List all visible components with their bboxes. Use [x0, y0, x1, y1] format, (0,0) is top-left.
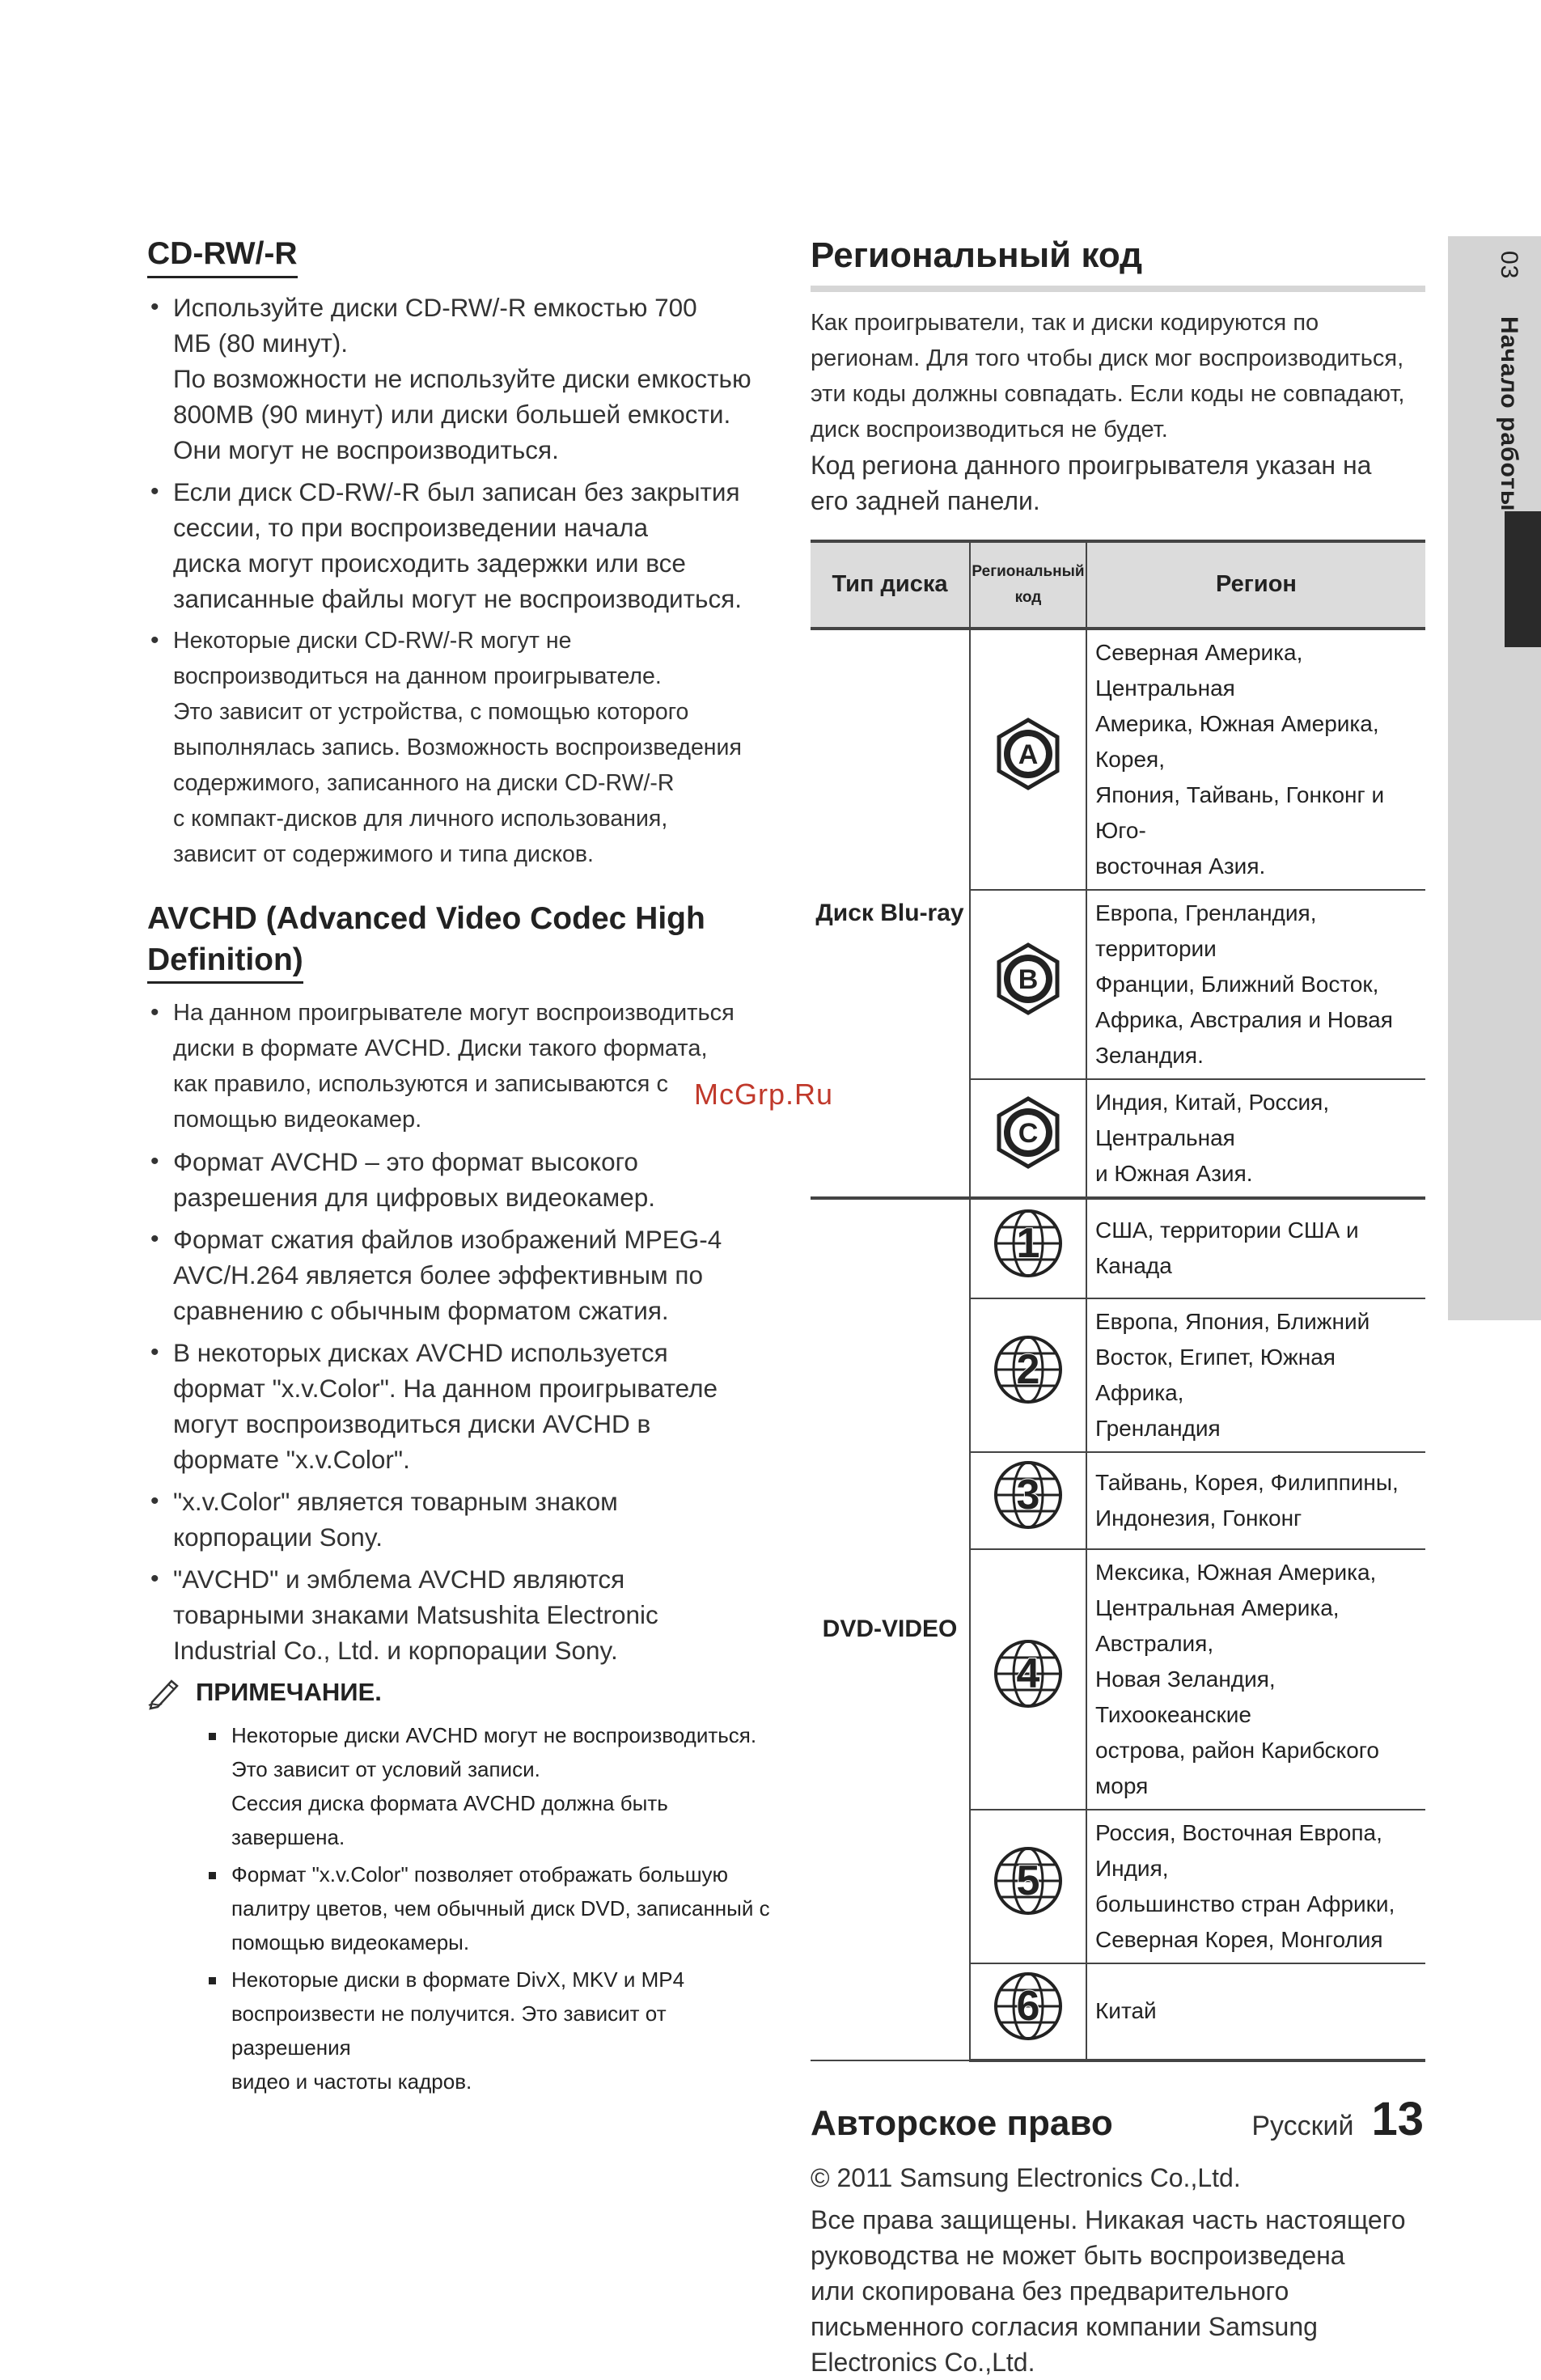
list-item: Формат "x.v.Color" позволяет отображать большую палитру цветов, чем обычный диск DVD, записанный с помощью видеокамеры. [205, 1857, 770, 1959]
region-code-table [811, 540, 1425, 2062]
region-code-cell [970, 1198, 1086, 1298]
region-code-cell [970, 629, 1086, 890]
table-header-row [811, 541, 1425, 629]
list-item: • Формат сжатия файлов изображений MPEG-4 AVC/H.264 является более эффективным по сравнению с обычным форматом сжатия. [147, 1222, 770, 1328]
cdrw-heading: CD-RW/-R [147, 235, 298, 278]
dvd-region-globe-icon [991, 1844, 1065, 1918]
chapter-title: Начало работы [1496, 315, 1522, 512]
region-cell: Северная Америка, Центральная Америка, Южная Америка, Корея, Япония, Тайвань, Гонконг и Юго- восточная Азия. [1086, 629, 1425, 890]
note-list [147, 1718, 770, 2098]
region-intro-2: Код региона данного проигрывателя указан на его задней панели. [811, 450, 1372, 515]
region-cell: Индия, Китай, Россия, Центральная и Южная Азия. [1086, 1079, 1425, 1198]
bluray-code-letter: B [1018, 964, 1039, 996]
note-title: ПРИМЕЧАНИЕ. [196, 1678, 382, 1707]
bluray-region-a-icon [991, 717, 1065, 791]
header-region-code: Региональный код [970, 541, 1086, 629]
list-item: • Некоторые диски CD-RW/-R могут не воспроизводиться на данном проигрывателе. Это зависит от устройства, с помощью которого выполнялась запись. Возможность воспроизведения содержимого, записанного на диски CD-RW/-R с компакт-дисков для личного использования, зависит от содержимого и типа дисков. [147, 623, 770, 872]
dvd-region-globe-icon [991, 1332, 1065, 1407]
region-cell: США, территории США и Канада [1086, 1198, 1425, 1298]
bluray-region-c-icon [991, 1095, 1065, 1170]
list-item: Некоторые диски в формате DivX, MKV и MP4 воспроизвести не получится. Это зависит от разрешения видео и частоты кадров. [205, 1963, 770, 2098]
dvd-region-globe-icon [991, 1458, 1065, 1532]
table-row [811, 1198, 1425, 1298]
bluray-code-letter: C [1018, 1118, 1039, 1150]
list-item: • На данном проигрывателе могут воспроизводиться диски в формате AVCHD. Диски такого формата, как правило, используются и записываются с помощью видеокамер. [147, 995, 770, 1137]
bluray-code-letter: A [1018, 739, 1039, 771]
list-item: • "x.v.Color" является товарным знаком корпорации Sony. [147, 1484, 770, 1555]
right-column [811, 235, 1425, 2380]
footer-language: Русский [1251, 2111, 1354, 2141]
chapter-tab-marker [1505, 511, 1541, 647]
cdrw-bullets [147, 290, 770, 872]
chapter-number: 03 [1496, 251, 1522, 280]
copyright-heading: Авторское право [811, 2103, 1113, 2143]
dvd-region-globe-icon [991, 1637, 1065, 1711]
chapter-tab-label [1495, 251, 1522, 511]
avchd-section [147, 900, 770, 2099]
dvd-region-globe-icon [991, 1969, 1065, 2043]
pencil-note-icon [147, 1675, 184, 1710]
list-item: • "AVCHD" и эмблема AVCHD являются товарными знаками Matsushita Electronic Industrial Co., Ltd. и корпорации Sony. [147, 1561, 770, 1668]
dvd-code-number: 3 [1016, 1472, 1040, 1519]
region-code-heading: Региональный код [811, 235, 1425, 292]
avchd-heading-line2: Definition) [147, 941, 303, 985]
dvd-code-number: 5 [1016, 1857, 1040, 1905]
region-cell: Мексика, Южная Америка, Центральная Америка, Австралия, Новая Зеландия, Тихоокеанские острова, район Карибского моря [1086, 1549, 1425, 1810]
region-code-cell [970, 1810, 1086, 1963]
dvd-code-number: 1 [1016, 1219, 1040, 1267]
avchd-bullets [147, 995, 770, 1668]
list-item: • В некоторых дисках AVCHD используется формат "x.v.Color". На данном проигрывателе могут воспроизводиться диски AVCHD в формате "x.v.Color". [147, 1335, 770, 1477]
region-cell: Европа, Гренландия, территории Франции, Ближний Восток, Африка, Австралия и Новая Зеландия. [1086, 890, 1425, 1079]
region-cell: Китай [1086, 1963, 1425, 2060]
region-code-cell [970, 1079, 1086, 1198]
region-intro: Как проигрыватели, так и диски кодируются по регионам. Для того чтобы диск мог воспроизводиться, эти коды должны совпадать. Если коды не совпадают, диск воспроизводиться не будет. [811, 309, 1405, 443]
region-code-cell [970, 1298, 1086, 1452]
copyright-body: Все права защищены. Никакая часть настоящего руководства не может быть воспроизведена или скопирована без предварительного письменного согласия компании Samsung Electronics Co.,Ltd. [811, 2204, 1406, 2377]
bluray-label: Диск Blu-ray [811, 629, 970, 1198]
left-column [147, 235, 770, 2102]
header-region: Регион [1086, 541, 1425, 629]
region-code-cell [970, 890, 1086, 1079]
page-footer [1251, 2092, 1424, 2146]
region-cell: Европа, Япония, Ближний Восток, Египет, Южная Африка, Гренландия [1086, 1298, 1425, 1452]
table-row [811, 629, 1425, 890]
region-cell: Россия, Восточная Европа, Индия, большинство стран Африки, Северная Корея, Монголия [1086, 1810, 1425, 1963]
dvd-label: DVD-VIDEO [811, 1198, 970, 2060]
dvd-region-globe-icon [991, 1206, 1065, 1281]
list-item: • Формат AVCHD – это формат высокого разрешения для цифровых видеокамер. [147, 1144, 770, 1215]
list-item: • Используйте диски CD-RW/-R емкостью 700 МБ (80 минут). По возможности не используйте диски емкостью 800MB (90 минут) или диски большей емкости. Они могут не воспроизводиться. [147, 290, 770, 468]
dvd-code-number: 4 [1016, 1650, 1040, 1698]
dvd-code-number: 6 [1016, 1982, 1040, 2030]
dvd-code-number: 2 [1016, 1346, 1040, 1394]
region-code-cell [970, 1452, 1086, 1549]
list-item: Некоторые диски AVCHD могут не воспроизводиться. Это зависит от условий записи. Сессия диска формата AVCHD должна быть завершена. [205, 1718, 770, 1854]
watermark-text: McGrp.Ru [694, 1078, 834, 1111]
header-disc-type: Тип диска [811, 541, 970, 629]
list-item: • Если диск CD-RW/-R был записан без закрытия сессии, то при воспроизведении начала диска могут происходить задержки или все записанные файлы могут не воспроизводиться. [147, 474, 770, 616]
bluray-region-b-icon [991, 942, 1065, 1016]
copyright-line: © 2011 Samsung Electronics Co.,Ltd. [811, 2162, 1241, 2192]
region-cell: Тайвань, Корея, Филиппины, Индонезия, Гонконг [1086, 1452, 1425, 1549]
region-code-cell [970, 1963, 1086, 2060]
page-number: 13 [1371, 2093, 1424, 2145]
note-header [147, 1675, 770, 1710]
avchd-heading: AVCHD (Advanced Video Codec High [147, 900, 705, 936]
region-code-cell [970, 1549, 1086, 1810]
